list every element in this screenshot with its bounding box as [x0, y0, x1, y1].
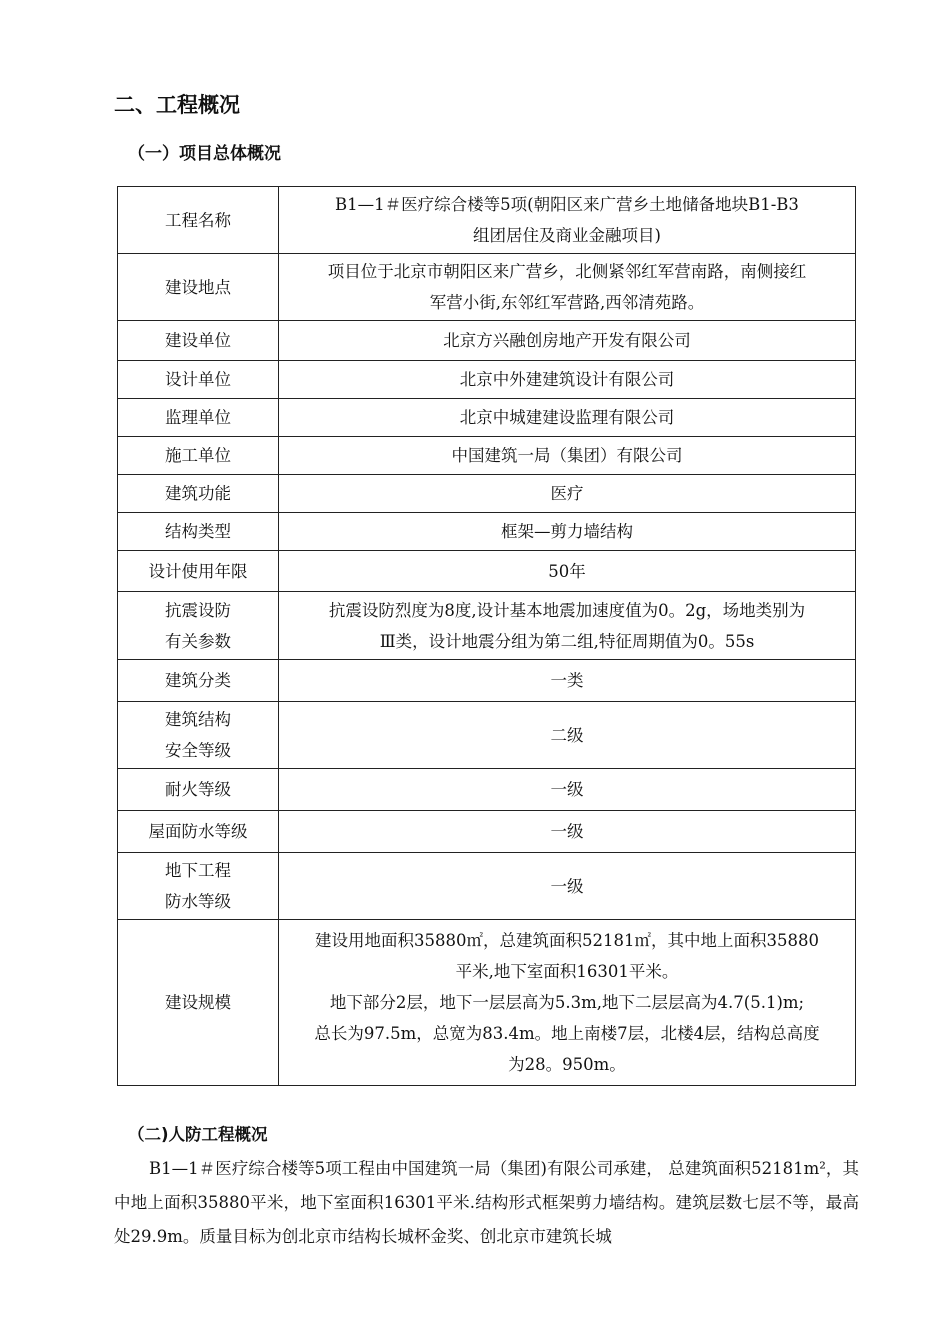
table-row	[118, 811, 856, 853]
label-line: 工程名称	[165, 210, 231, 230]
label-line: 结构类型	[165, 522, 231, 541]
table-row-label	[118, 811, 279, 853]
table-row-value	[279, 702, 856, 769]
value-line: 一类	[550, 671, 584, 690]
table-row	[118, 920, 856, 1086]
value-line: 北京中外建建筑设计有限公司	[459, 370, 675, 389]
value-line: 框架—剪力墙结构	[501, 522, 633, 541]
value-line: 军营小街,东邻红军营路,西邻清苑路。	[429, 293, 705, 312]
table-row-value	[279, 551, 856, 592]
value-line: 地下部分2层，地下一层层高为5.3m,地下二层层高为4.7(5.1)m;	[329, 993, 805, 1012]
value-line: 抗震设防烈度为8度,设计基本地震加速度值为0。2g，场地类别为	[328, 600, 806, 620]
project-info-table-body	[118, 187, 856, 1086]
label-line: 建筑分类	[165, 671, 231, 690]
label-line: 有关参数	[165, 631, 231, 651]
label-line: 建设单位	[165, 331, 231, 350]
table-row-label	[118, 853, 279, 920]
table-row-value	[279, 475, 856, 513]
table-row-label	[118, 361, 279, 399]
table-row-label	[118, 437, 279, 475]
value-line: 中国建筑一局（集团）有限公司	[451, 446, 683, 465]
table-row	[118, 475, 856, 513]
value-line: 为28。950m。	[508, 1055, 626, 1074]
subsection-title-overview: （一）项目总体概况	[128, 144, 281, 164]
table-row-value	[279, 920, 856, 1086]
value-line: 一级	[550, 876, 584, 896]
project-info-table	[117, 186, 856, 1086]
label-line: 屋面防水等级	[148, 822, 248, 841]
value-line: 建设用地面积35880㎡，总建筑面积52181㎡，其中地上面积35880	[315, 931, 819, 950]
label-line: 建设地点	[165, 277, 231, 297]
table-row-value	[279, 853, 856, 920]
table-row-value	[279, 321, 856, 361]
table-row-label	[118, 702, 279, 769]
table-row-label	[118, 513, 279, 551]
value-line: 一级	[550, 822, 584, 841]
value-line: 组团居住及商业金融项目)	[473, 226, 661, 245]
label-line: 施工单位	[165, 446, 231, 465]
table-row-value	[279, 361, 856, 399]
table-row-label	[118, 660, 279, 702]
table-row	[118, 702, 856, 769]
table-row-label	[118, 769, 279, 811]
label-line: 建筑功能	[165, 484, 231, 503]
table-row	[118, 361, 856, 399]
table-row-label	[118, 254, 279, 321]
value-line: 平米,地下室面积16301平米。	[455, 962, 679, 981]
label-line: 防水等级	[165, 892, 231, 911]
table-row-label	[118, 187, 279, 254]
table-row	[118, 254, 856, 321]
value-line: B1—1＃医疗综合楼等5项(朝阳区来广营乡土地储备地块B1-B3	[335, 195, 799, 214]
table-row	[118, 399, 856, 437]
label-line: 抗震设防	[165, 600, 231, 620]
table-row-value	[279, 811, 856, 853]
table-row	[118, 187, 856, 254]
table-row-value	[279, 187, 856, 254]
label-line: 建设规模	[165, 993, 231, 1012]
table-row	[118, 853, 856, 920]
value-line: 一级	[550, 780, 584, 799]
table-row	[118, 437, 856, 475]
table-row-label	[118, 321, 279, 361]
value-line: 50年	[548, 561, 586, 581]
table-row	[118, 513, 856, 551]
section-title: 二、工程概况	[114, 93, 240, 117]
table-row	[118, 769, 856, 811]
table-row-label	[118, 920, 279, 1086]
table-row-value	[279, 513, 856, 551]
table-row-label	[118, 551, 279, 592]
table-row	[118, 592, 856, 660]
table-row-value	[279, 437, 856, 475]
table-row-value	[279, 399, 856, 437]
value-line: 总长为97.5m，总宽为83.4m。地上南楼7层，北楼4层，结构总高度	[314, 1024, 820, 1043]
value-line: Ⅲ类，设计地震分组为第二组,特征周期值为0。55s	[379, 631, 755, 651]
label-line: 设计使用年限	[148, 561, 248, 581]
value-line: 医疗	[550, 484, 584, 503]
label-line: 地下工程	[165, 861, 231, 880]
label-line: 耐火等级	[165, 780, 231, 799]
table-row	[118, 551, 856, 592]
label-line: 监理单位	[165, 408, 231, 427]
table-row-value	[279, 254, 856, 321]
table-row-label	[118, 475, 279, 513]
label-line: 建筑结构	[165, 710, 231, 729]
table-row-label	[118, 592, 279, 660]
table-row-value	[279, 660, 856, 702]
label-line: 设计单位	[165, 370, 231, 389]
civil-defense-paragraph: B1—1＃医疗综合楼等5项工程由中国建筑一局（集团)有限公司承建， 总建筑面积52181m²，其中地上面积35880平米，地下室面积16301平米.结构形式框架剪力墙结构。建筑层数七层不等，最高处29.9m。质量目标为创北京市结构长城杯金奖、创北京市建筑长城	[114, 1159, 859, 1246]
table-row-value	[279, 769, 856, 811]
subsection-title-civil-defense: （二)人防工程概况	[128, 1125, 268, 1144]
table-row-label	[118, 399, 279, 437]
table-row	[118, 660, 856, 702]
table-row	[118, 321, 856, 361]
value-line: 二级	[550, 725, 584, 745]
value-line: 北京中城建建设监理有限公司	[459, 408, 675, 427]
value-line: 项目位于北京市朝阳区来广营乡，北侧紧邻红军营南路，南侧接红	[327, 262, 807, 281]
label-line: 安全等级	[165, 741, 231, 760]
table-row-value	[279, 592, 856, 660]
value-line: 北京方兴融创房地产开发有限公司	[443, 331, 691, 350]
